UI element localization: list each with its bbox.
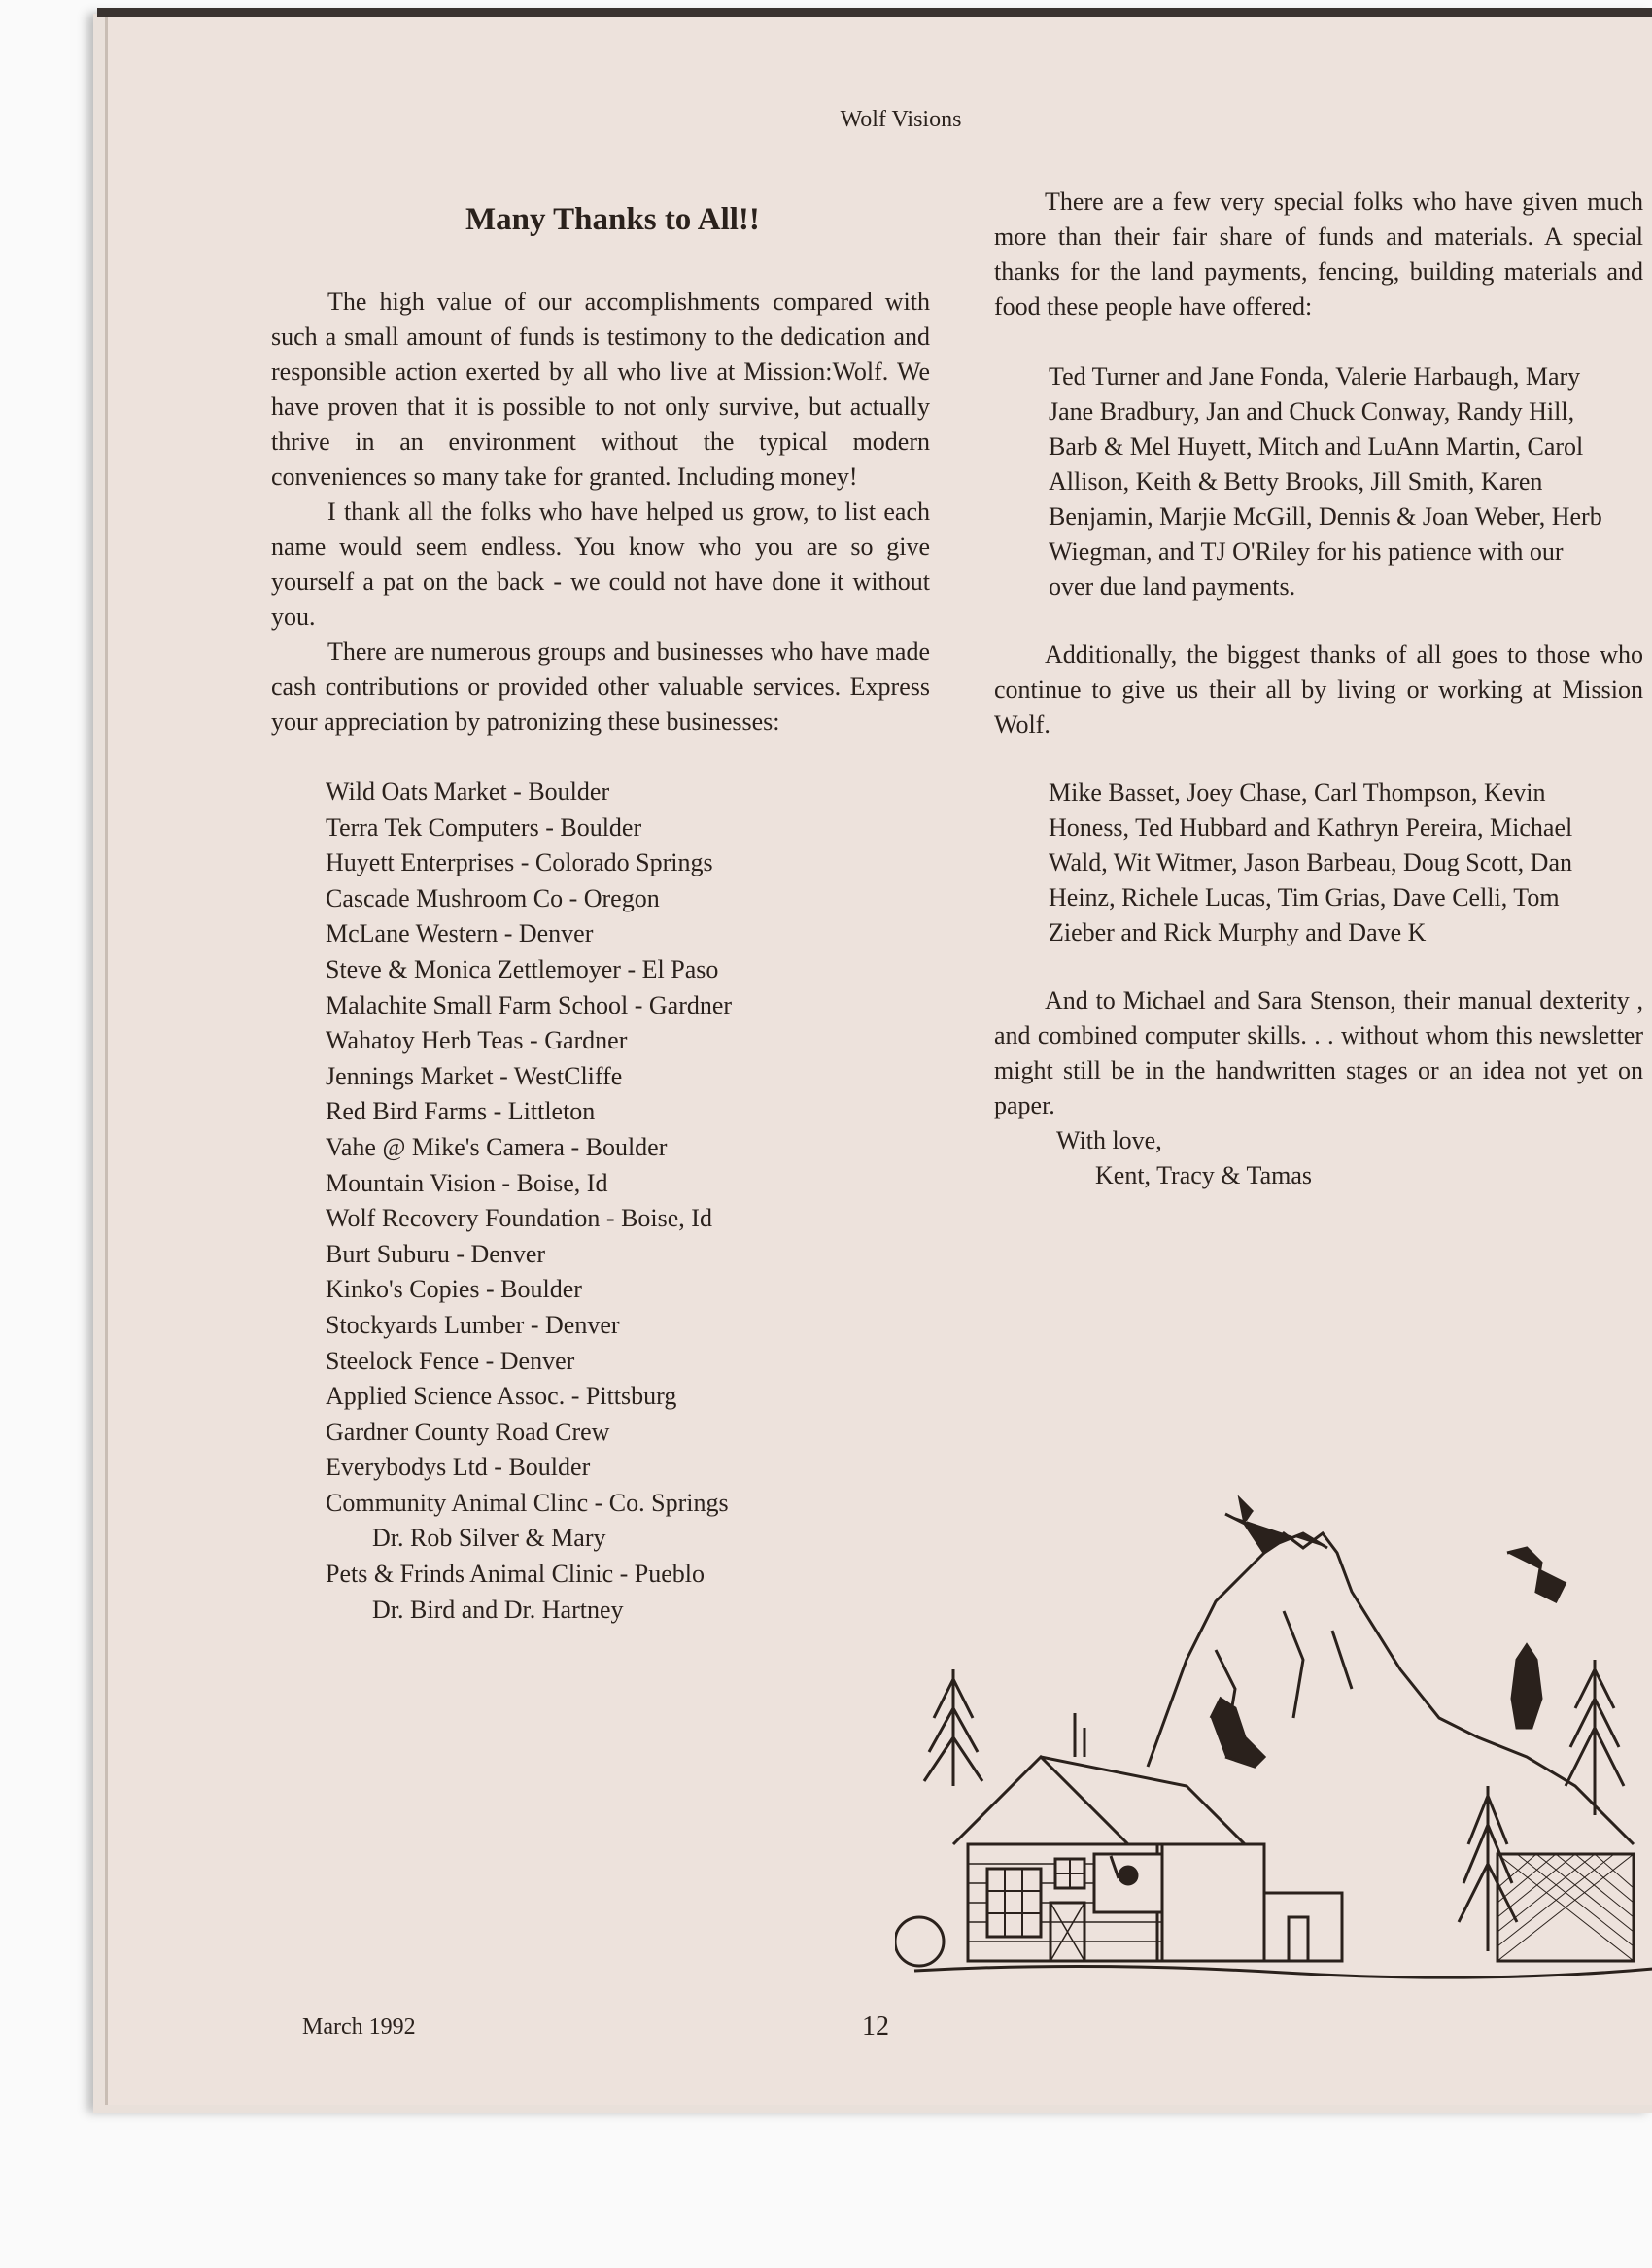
cabin-and-wolves-illustration (895, 1495, 1652, 2000)
list-item: Terra Tek Computers - Boulder (326, 812, 642, 842)
list-item: Burt Suburu - Denver (326, 1239, 546, 1268)
list-item: Stockyards Lumber - Denver (326, 1310, 620, 1339)
list-item-sub: Dr. Bird and Dr. Hartney (372, 1595, 624, 1624)
ground-line (914, 1966, 1652, 1977)
list-item: Everybodys Ltd - Boulder (326, 1453, 591, 1482)
pine-tree-right (1459, 1786, 1517, 1951)
paragraph-businesses-intro: There are numerous groups and businesses who have made cash contributions or provided other valuable services. Express your appreciation by patronizing these businesses: (271, 637, 930, 736)
list-item: Pets & Frinds Animal Clinic - Pueblo (326, 1560, 706, 1589)
pine-tree-left (924, 1669, 982, 1786)
list-item: McLane Western - Denver (326, 919, 594, 948)
person-waving (1119, 1867, 1137, 1884)
article-title: Many Thanks to All!! (465, 202, 760, 237)
running-title: Wolf Visions (840, 107, 962, 132)
sitting-wolf-2-icon (1512, 1645, 1541, 1728)
signoff: With love, (1056, 1126, 1162, 1154)
list-item: Kinko's Copies - Boulder (326, 1275, 582, 1304)
cabin-window-left (987, 1869, 1041, 1937)
sitting-wolf-icon (1507, 1548, 1566, 1601)
list-item: Steelock Fence - Denver (326, 1346, 575, 1375)
pine-tree-far-right (1566, 1660, 1624, 1815)
bush (895, 1917, 944, 1966)
list-item: Red Bird Farms - Littleton (326, 1097, 596, 1126)
list-item: Gardner County Road Crew (326, 1417, 610, 1446)
footer-date: March 1992 (302, 2014, 416, 2040)
list-item-sub: Dr. Rob Silver & Mary (372, 1524, 606, 1553)
paragraph-accomplishments: The high value of our accomplishments compared with such a small amount of funds is testimony to the dedication and responsible action exerted by all who live at Mission:Wolf. We have proven that it is possible to not only survive, but actually thrive in an environment without the typical modern conveniences so many take for granted. Including money! (271, 288, 930, 491)
newsletter-page (105, 17, 1652, 2105)
list-item: Community Animal Clinc - Co. Springs (326, 1488, 729, 1517)
list-item: Huyett Enterprises - Colorado Springs (326, 848, 713, 877)
right-column (944, 185, 1643, 1193)
list-item: Wild Oats Market - Boulder (326, 777, 610, 806)
paragraph-thanks-folks: I thank all the folks who have helped us grow, to list each name would seem endless. You know who you are so give yourself a pat on the back - we could not have done it without you. (271, 498, 930, 631)
left-column (254, 202, 930, 1628)
paragraph-additional-thanks: Additionally, the biggest thanks of all goes to those who continue to give us their all by living or working at Mission Wolf. (994, 640, 1643, 739)
cabin-roof-right (1041, 1757, 1245, 1844)
list-item: Steve & Monica Zettlemoyer - El Paso (326, 954, 719, 983)
page-number: 12 (862, 2011, 889, 2042)
left-body (254, 285, 930, 739)
running-header (108, 107, 1652, 133)
footer-page-number-wrap (108, 2011, 1371, 2043)
paragraph-closing: And to Michael and Sara Stenson, their manual dexterity , and combined computer skills. . . without whom this newsletter might still be in the handwritten stages or an idea not yet on paper. (994, 986, 1643, 1119)
special-folks-names: Ted Turner and Jane Fonda, Valerie Harbaugh, Mary Jane Bradbury, Jan and Chuck Conway, Randy Hill, Barb & Mel Huyett, Mitch and LuAnn Martin, Carol Allison, Keith & Betty Brooks, Jill Smith, Karen Benjamin, Marjie McGill, Dennis & Joan Weber, Herb Wiegman, and TJ O'Riley for his patience with our over due land payments. (1049, 362, 1602, 601)
wolf-on-slope-icon (1211, 1699, 1264, 1767)
list-item: Cascade Mushroom Co - Oregon (326, 883, 660, 912)
list-item: Wolf Recovery Foundation - Boise, Id (326, 1204, 712, 1233)
howling-wolf-icon (1225, 1499, 1327, 1553)
list-item: Wahatoy Herb Teas - Gardner (326, 1026, 628, 1055)
list-item: Applied Science Assoc. - Pittsburg (326, 1382, 677, 1411)
list-item: Malachite Small Farm School - Gardner (326, 990, 733, 1019)
list-item: Mountain Vision - Boise, Id (326, 1168, 608, 1197)
cabin-side-wall (1157, 1844, 1264, 1961)
resident-names: Mike Basset, Joey Chase, Carl Thompson, Kevin Honess, Ted Hubbard and Kathryn Pereira, Michael Wald, Wit Witmer, Jason Barbeau, Doug Scott, Dan Heinz, Richele Lucas, Tim Grias, Dave Celli, Tom Zieber and Rick Murphy and Dave K (1049, 778, 1573, 946)
signature: Kent, Tracy & Tamas (1095, 1161, 1313, 1189)
list-item: Jennings Market - WestCliffe (326, 1061, 623, 1090)
paragraph-special-folks-intro: There are a few very special folks who have given much more than their fair share of funds and materials. A special thanks for the land payments, fencing, building materials and food these people have offered: (994, 188, 1643, 321)
business-list (326, 774, 930, 1628)
list-item: Vahe @ Mike's Camera - Boulder (326, 1132, 668, 1161)
shed (1264, 1893, 1342, 1961)
binding-edge (97, 8, 1652, 17)
